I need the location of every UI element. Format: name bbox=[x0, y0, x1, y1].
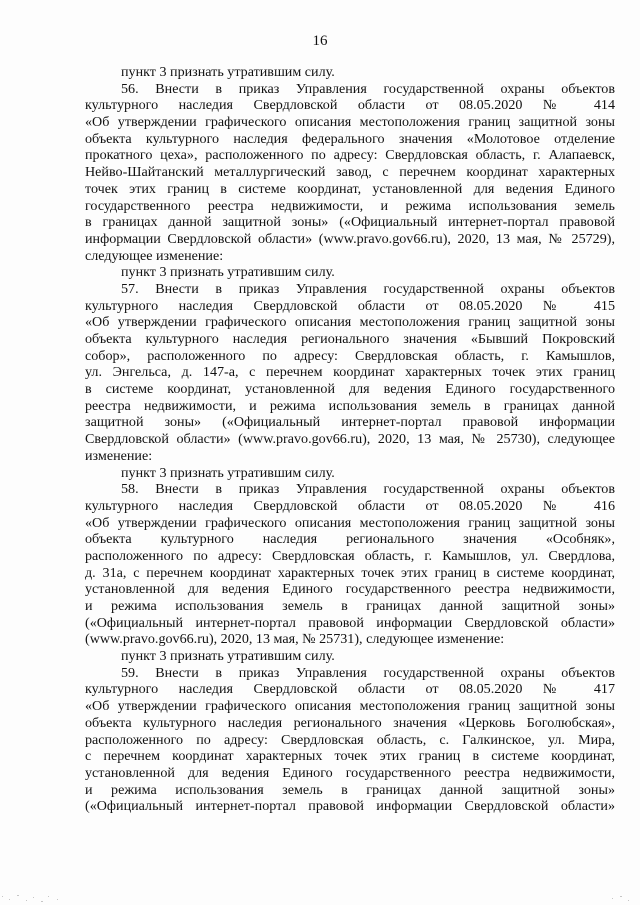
text-line: «Об утверждении графического описания местоположения границ защитной зоны bbox=[85, 698, 615, 715]
text-line: расположенного по адресу: Свердловская область, с. Галкинское, ул. Мира, bbox=[85, 731, 615, 748]
document-body bbox=[85, 64, 615, 815]
text-line: пункт 3 признать утратившим силу. bbox=[121, 64, 335, 80]
text-line: установленной для ведения Единого государственного реестра недвижимости, bbox=[85, 581, 615, 598]
scan-edge-noise bbox=[0, 893, 640, 905]
text-line: информации Свердловской области» (www.pravo.gov66.ru), 2020, 13 мая, № 25729), bbox=[85, 230, 615, 247]
text-line: пункт 3 признать утратившим силу. bbox=[121, 464, 335, 481]
text-line: «Об утверждении графического описания местоположения границ защитной зоны bbox=[85, 514, 615, 531]
text-line: защитной зоны» («Официальный интернет-портал правовой информации bbox=[85, 414, 615, 431]
text-line: культурного наследия Свердловской области от 08.05.2020 № 414 bbox=[85, 97, 615, 114]
text-line: «Об утверждении графического описания местоположения границ защитной зоны bbox=[85, 114, 615, 131]
text-line: объекта культурного наследия федерального значения «Молотовое отделение bbox=[85, 130, 615, 147]
text-line: 58. Внести в приказ Управления государственной охраны объектов bbox=[121, 481, 615, 498]
text-line: Нейво-Шайтанский металлургический завод, с перечнем координат характерных bbox=[85, 164, 615, 181]
text-line: расположенного по адресу: Свердловская область, г. Камышлов, ул. Свердлова, bbox=[85, 547, 615, 564]
text-line: («Официальный интернет-портал правовой информации Свердловской области» bbox=[85, 614, 615, 631]
text-line: точек этих границ в системе координат, установленной для ведения Единого bbox=[85, 180, 615, 197]
text-line: в системе координат, установленной для ведения Единого государственного bbox=[85, 381, 615, 398]
text-line: пункт 3 признать утратившим силу. bbox=[121, 648, 335, 665]
text-line: в границах данной защитной зоны» («Официальный интернет-портал правовой bbox=[85, 214, 615, 231]
text-line: установленной для ведения Единого государственного реестра недвижимости, bbox=[85, 764, 615, 781]
text-line: объекта культурного наследия регионального значения «Бывший Покровский bbox=[85, 331, 615, 347]
text-line: изменение: bbox=[85, 447, 153, 464]
text-line: (www.pravo.gov66.ru), 2020, 13 мая, № 25731), следующее изменение: bbox=[85, 631, 505, 648]
text-line: объекта культурного наследия регионального значения «Церковь Боголюбская», bbox=[85, 714, 615, 731]
text-line: следующее изменение: bbox=[85, 247, 224, 264]
text-line: («Официальный интернет-портал правовой информации Свердловской области» bbox=[85, 798, 615, 815]
text-line: пункт 3 признать утратившим силу. bbox=[121, 264, 335, 281]
text-line: и режима использования земель в границах данной защитной зоны» bbox=[85, 598, 615, 614]
text-line: 57. Внести в приказ Управления государственной охраны объектов bbox=[121, 280, 615, 297]
text-line: д. 31а, с перечнем координат характерных точек этих границ в системе координат, bbox=[85, 564, 615, 581]
page-number: 16 bbox=[312, 33, 328, 49]
text-line: культурного наследия Свердловской области от 08.05.2020 № 415 bbox=[85, 297, 615, 314]
text-line: ул. Энгельса, д. 147-а, с перечнем координат характерных точек этих границ bbox=[85, 364, 615, 381]
text-line: «Об утверждении графического описания местоположения границ защитной зоны bbox=[85, 314, 615, 331]
text-line: и режима использования земель в границах данной защитной зоны» bbox=[85, 781, 615, 798]
text-line: собор», расположенного по адресу: Свердловская область, г. Камышлов, bbox=[85, 347, 615, 364]
text-line: прокатного цеха», расположенного по адресу: Свердловская область, г. Алапаевск, bbox=[85, 147, 615, 164]
text-line: 59. Внести в приказ Управления государственной охраны объектов bbox=[121, 664, 615, 681]
text-line: с перечнем координат характерных точек этих границ в системе координат, bbox=[85, 748, 615, 765]
text-line: 56. Внести в приказ Управления государственной охраны объектов bbox=[121, 80, 615, 97]
text-line: Свердловской области» (www.pravo.gov66.ru), 2020, 13 мая, № 25730), следующее bbox=[85, 431, 615, 448]
text-line: объекта культурного наследия регионального значения «Особняк», bbox=[85, 531, 615, 548]
text-line: государственного реестра недвижимости, и режима использования земель bbox=[85, 197, 615, 214]
text-line: реестра недвижимости, и режима использования земель в границах данной bbox=[85, 397, 615, 414]
text-line: культурного наследия Свердловской области от 08.05.2020 № 416 bbox=[85, 497, 615, 514]
text-line: культурного наследия Свердловской области от 08.05.2020 № 417 bbox=[85, 681, 615, 698]
